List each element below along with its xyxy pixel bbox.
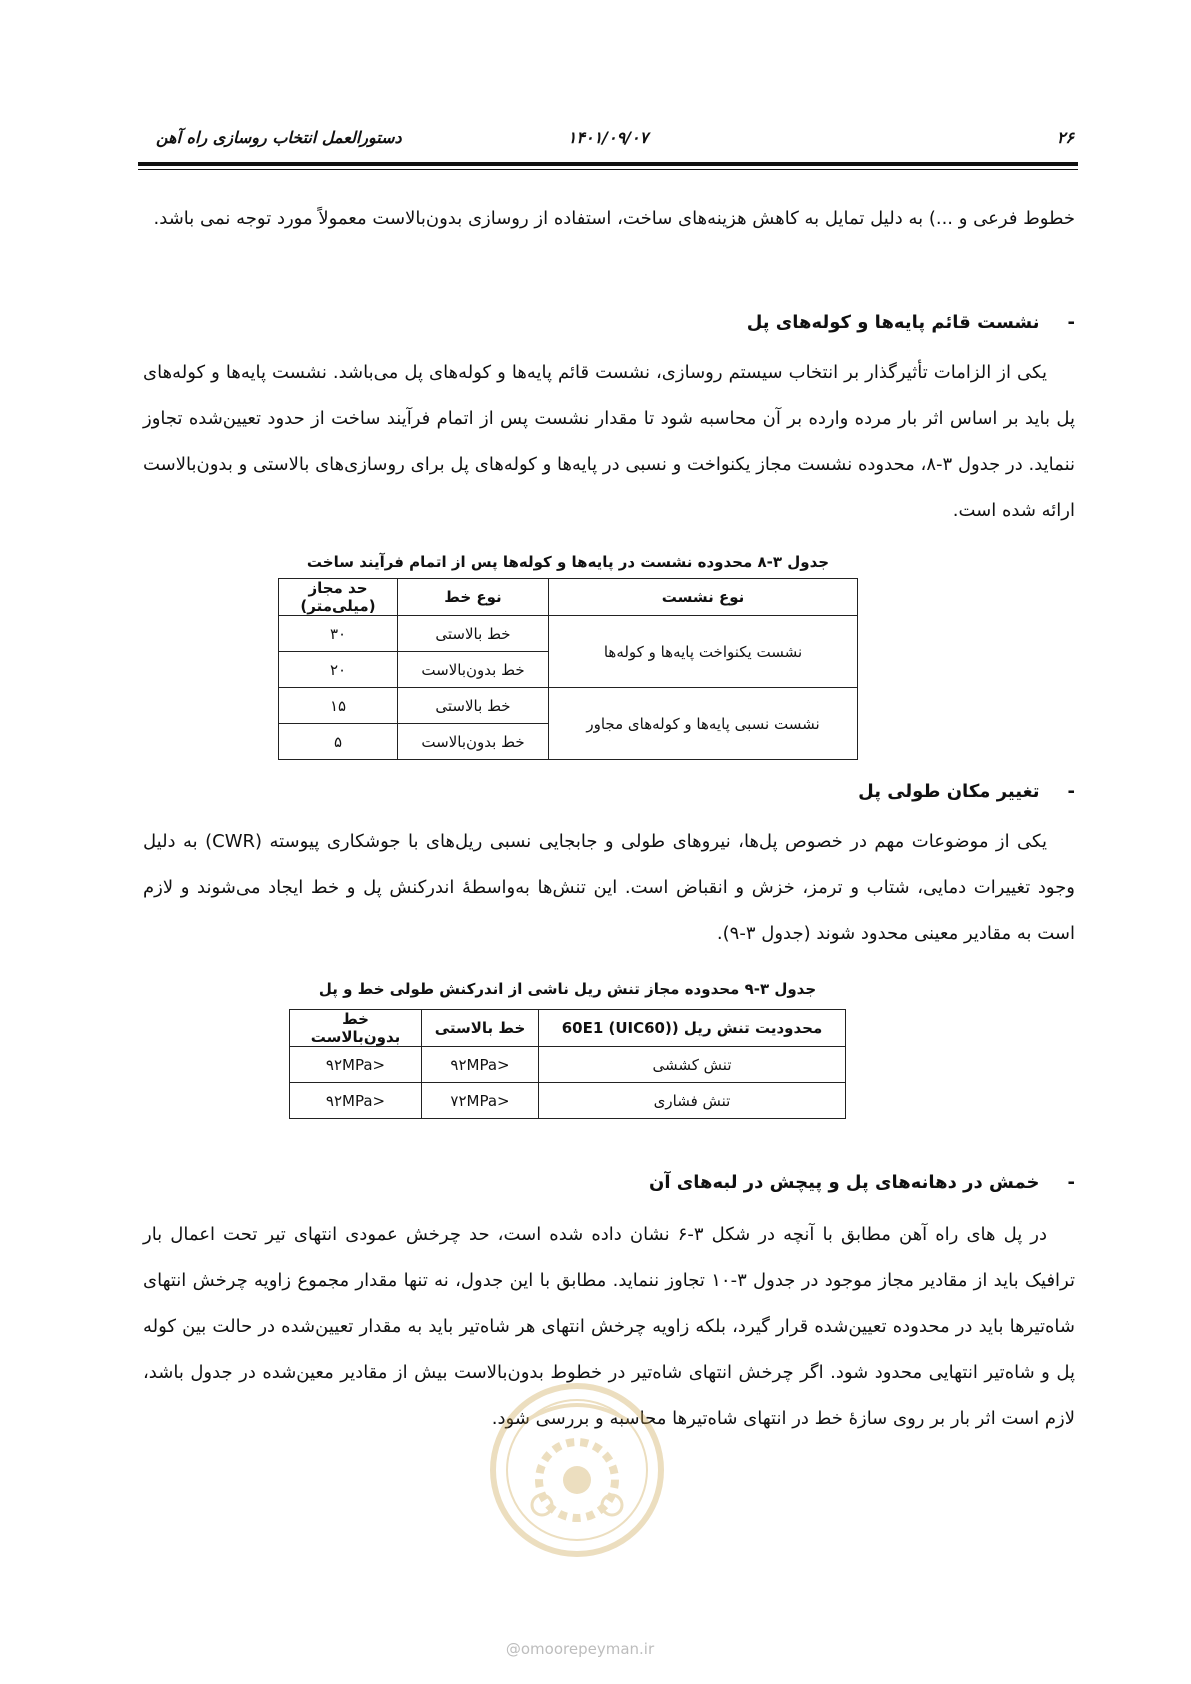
heading-dash: -	[1067, 781, 1075, 802]
col-header-line-type: نوع خط	[398, 579, 549, 616]
heading-dash: -	[1067, 312, 1075, 333]
table-header-row	[290, 1010, 846, 1047]
section-heading-displacement	[858, 781, 1075, 802]
table-cell-line: خط بالاستی	[398, 616, 549, 652]
col-header-ballasted: خط بالاستی	[422, 1010, 539, 1047]
table-header-row	[279, 579, 858, 616]
table-cell-limit: ۳۰	[279, 616, 398, 652]
table-cell-type: نشست نسبی پایه‌ها و کوله‌های مجاور	[549, 688, 858, 760]
heading-text: خمش در دهانه‌های پل و پیچش در لبه‌های آن	[648, 1172, 1040, 1193]
table-cell-line: خط بدون‌بالاست	[398, 652, 549, 688]
table-cell-ballastless: <۹۲MPa	[290, 1083, 422, 1119]
heading-text: نشست قائم پایه‌ها و کوله‌های پل	[746, 312, 1040, 333]
heading-dash: -	[1067, 1172, 1075, 1193]
header-title: دستورالعمل انتخاب روسازی راه آهن	[156, 128, 402, 147]
col-header-limit: حد مجاز (میلی‌متر)	[279, 579, 398, 616]
rail-stress-table	[289, 1009, 846, 1119]
table-cell-ballasted: <۷۲MPa	[422, 1083, 539, 1119]
table1-caption: جدول ۳-۸ محدوده نشست در پایه‌ها و کوله‌ها پس از اتمام فرآیند ساخت	[306, 553, 830, 571]
col-header-ballastless: خط بدون‌بالاست	[290, 1010, 422, 1047]
watermark-site-text: @omoorepeyman.ir	[505, 1640, 655, 1658]
section-heading-settlement	[747, 312, 1075, 333]
heading-text: تغییر مکان طولی پل	[858, 781, 1040, 802]
table-row	[279, 616, 858, 652]
displacement-paragraph: یکی از موضوعات مهم در خصوص پل‌ها، نیروهای طولی و جابجایی نسبی ریل‌های با جوشکاری پیوسته (CWR) به دلیل وجود تغییرات دمایی، شتاب و ترمز، خزش و انقباض است. این تنش‌ها به‌واسطهٔ اندرکنش پل و خط ایجاد می‌شوند و لازم است به مقادیر معینی محدود شوند (جدول ۳-۹).	[143, 831, 1075, 944]
table-cell-limit: ۲۰	[279, 652, 398, 688]
table2-caption: جدول ۳-۹ محدوده مجاز تنش ریل ناشی از اندرکنش طولی خط و پل	[318, 980, 817, 998]
table-cell-line: خط بالاستی	[398, 688, 549, 724]
table-cell-ballasted: <۹۲MPa	[422, 1047, 539, 1083]
table-row	[290, 1047, 846, 1083]
table-cell-stress: تنش کششی	[539, 1047, 846, 1083]
header-date: ۱۴۰۱/۰۹/۰۷	[567, 128, 649, 147]
table-cell-limit: ۵	[279, 724, 398, 760]
intro-paragraph: خطوط فرعی و ...) به دلیل تمایل به کاهش هزینه‌های ساخت، استفاده از روسازی بدون‌بالاست معمولاً مورد توجه نمی باشد.	[153, 208, 1075, 229]
table-cell-stress: تنش فشاری	[539, 1083, 846, 1119]
table-cell-ballastless: <۹۲MPa	[290, 1047, 422, 1083]
col-header-settlement-type: نوع نشست	[549, 579, 858, 616]
col-header-stress-limit: محدودیت تنش ریل ((60E1 (UIC60	[539, 1010, 846, 1047]
table-cell-type: نشست یکنواخت پایه‌ها و کوله‌ها	[549, 616, 858, 688]
page-number: ۲۶	[1056, 128, 1074, 147]
header-rule-thin	[138, 169, 1078, 170]
header-rule-thick	[138, 162, 1078, 166]
section-heading-bending	[649, 1172, 1075, 1193]
watermark-seal-icon	[487, 1380, 667, 1560]
page-header	[138, 124, 1078, 152]
settlement-table	[278, 578, 858, 760]
table-row	[279, 688, 858, 724]
settlement-paragraph: یکی از الزامات تأثیرگذار بر انتخاب سیستم روسازی، نشست قائم پایه‌ها و کوله‌های پل می‌باشد. نشست پایه‌ها و کوله‌های پل باید بر اساس اثر بار مرده وارده بر آن محاسبه شود تا مقدار نشست پس از اتمام فرآیند ساخت از حدود تعیین‌شده تجاوز ننماید. در جدول ۳-۸، محدوده نشست مجاز یکنواخت و نسبی در پایه‌ها و کوله‌های پل برای روسازی‌های بالاستی و بدون‌بالاست ارائه شده است.	[143, 362, 1076, 521]
table-row	[290, 1083, 846, 1119]
bending-paragraph: در پل های راه آهن مطابق با آنچه در شکل ۳-۶ نشان داده شده است، حد چرخش عمودی انتهای تیر تحت اعمال بار ترافیک باید از مقادیر مجاز موجود در جدول ۳-۱۰ تجاوز ننماید. مطابق با این جدول، نه تنها مقدار مجموع زاویه چرخش انتهای شاه‌تیرها باید در محدوده تعیین‌شده قرار گیرد، بلکه زاویه چرخش انتهای هر شاه‌تیر باید به مقدار تعیین‌شده در حالت بین کوله پل و شاه‌تیر انتهایی محدود شود. اگر چرخش انتهای شاه‌تیر در خطوط بدون‌بالاست بیش از مقادیر معین‌شده در جدول باشد، لازم است اثر بار بر روی سازهٔ خط در انتهای شاه‌تیرها محاسبه و بررسی شود.	[143, 1224, 1075, 1429]
table-cell-line: خط بدون‌بالاست	[398, 724, 549, 760]
table-cell-limit: ۱۵	[279, 688, 398, 724]
